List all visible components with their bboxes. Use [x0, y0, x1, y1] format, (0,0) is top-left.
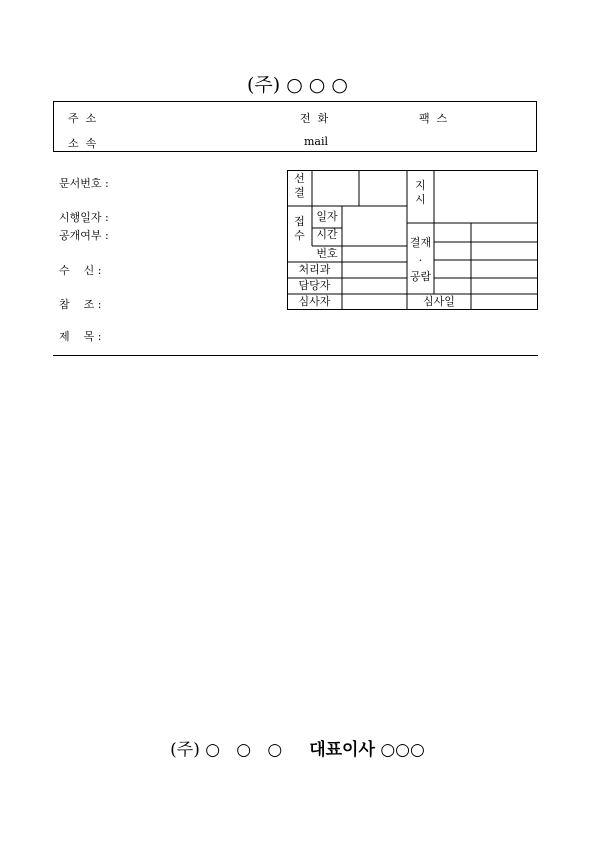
time-label: 시간 — [316, 228, 338, 241]
subject-label: 제 목 : — [59, 330, 102, 343]
number-label: 번호 — [316, 247, 338, 260]
document-title: (주) ○ ○ ○ — [246, 74, 349, 96]
footer-company: (주) ○ ○ ○ — [170, 740, 283, 760]
recipient-label: 수 신 : — [59, 264, 102, 277]
seongyeol-label: 선 결 — [294, 172, 305, 199]
footer-ceo-title: 대표이사 — [309, 740, 375, 760]
reviewer-label: 심사자 — [298, 295, 331, 308]
dept-label: 처리과 — [298, 263, 331, 276]
gyeoljae-label: 결재 — [409, 236, 432, 249]
footer-signature — [0, 735, 595, 760]
dot-separator: · — [418, 254, 423, 267]
doc-number-label: 문서번호 : — [59, 177, 109, 190]
approval-grid — [287, 170, 538, 310]
disclosure-label: 공개여부 : — [59, 229, 109, 242]
phone-label: 전 화 — [300, 112, 329, 125]
date-label: 일자 — [316, 210, 338, 223]
contact-info-box — [53, 101, 537, 152]
person-label: 담당자 — [298, 279, 331, 292]
mail-label: mail — [304, 135, 329, 148]
footer-ceo-name: ○○○ — [380, 740, 425, 760]
jeopsu-label: 접 수 — [294, 215, 305, 242]
address-label: 주 소 — [68, 112, 97, 125]
jisi-label: 지 시 — [415, 179, 426, 206]
affiliation-label: 소 속 — [68, 137, 97, 150]
fax-label: 팩 스 — [419, 112, 448, 125]
review-date-label: 심사일 — [423, 295, 455, 308]
header-divider — [53, 355, 538, 356]
reference-label: 참 조 : — [59, 298, 102, 311]
exec-date-label: 시행일자 : — [59, 211, 109, 224]
gongram-label: 공람 — [409, 270, 432, 283]
